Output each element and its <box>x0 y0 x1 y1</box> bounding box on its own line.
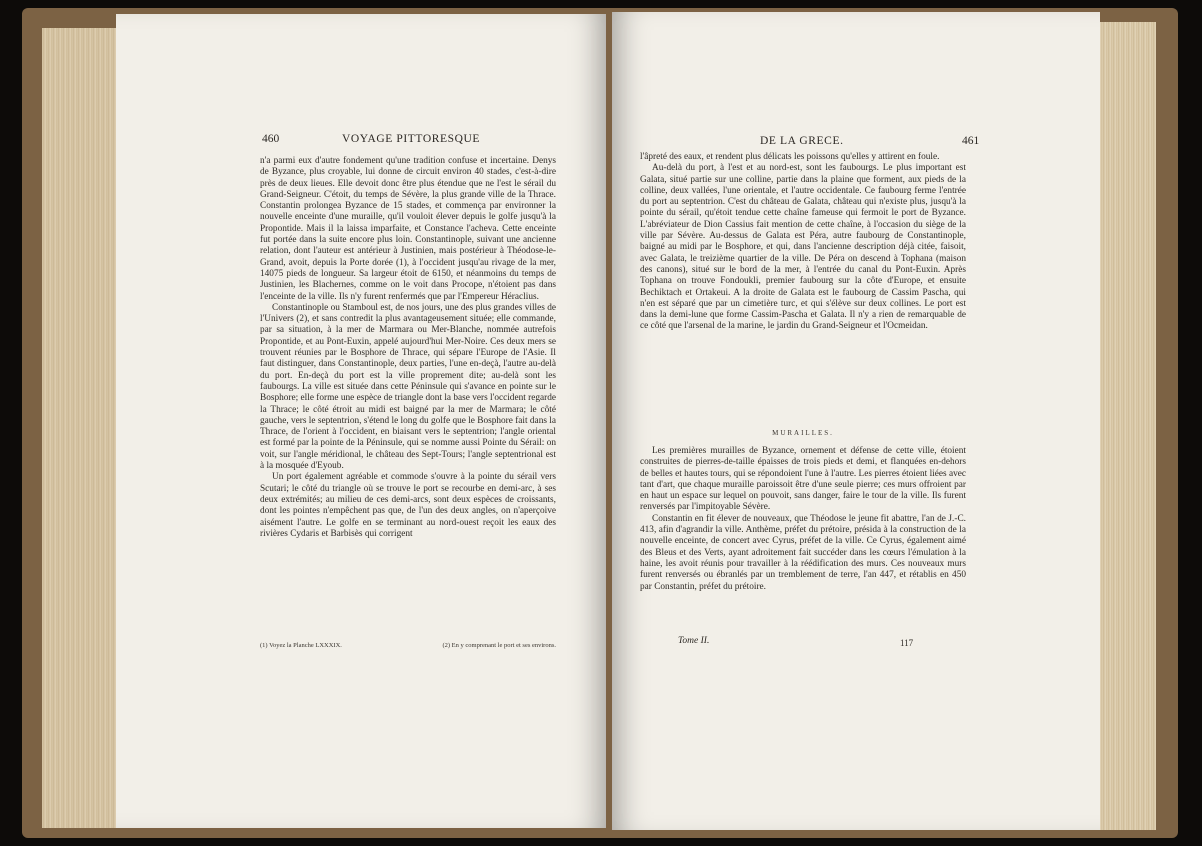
left-footnotes <box>260 642 556 649</box>
right-page <box>612 12 1100 830</box>
volume-signature: Tome II. <box>678 636 710 646</box>
left-text <box>260 156 556 540</box>
left-running-head: VOYAGE PITTORESQUE <box>342 133 481 145</box>
page-edges-right <box>1092 22 1156 830</box>
page-edges-left <box>42 28 120 828</box>
section-title-murailles: MURAILLES. <box>772 429 834 437</box>
right-text-top <box>640 152 966 333</box>
right-paragraph: Constantin en fit élever de nouveaux, que Théodose le jeune fit abattre, l'an de J.-C. 413, afin d'agrandir la ville. Anthème, préfet du prétoire, présida à la construction de la nouvelle enceinte, de concert avec Cyrus, préfet de la ville. Ce Cyrus, également aimé des Bleus et des Verts, ayant adroitement fait succéder dans les cœurs l'émulation à la haine, les avoit réunis pour travailler à la réédification des murs. Ces nouveaux murs furent renversés ou ébranlés par un tremblement de terre, l'an 447, et rétablis en 450 par Constantin, préfet du prétoire. <box>640 513 966 592</box>
right-paragraph: Au-delà du port, à l'est et au nord-est, sont les faubourgs. Le plus important est Galata, situé partie sur une colline, partie dans la plaine que forment, aux pieds de la colline, deux vallées, l'une orientale, et l'autre occidentale. Ce faubourg ferme l'entrée du port au septentrion. C'est du château de Galata, château qui n'existe plus, jusqu'à la pointe du sérail, qu'étoit tendue cette chaîne fameuse qui fermoit le port de Byzance. L'abréviateur de Dion Cassius fait mention de cette chaîne, à l'occasion du siège de la ville par Sévère. Au-dessus de Galata est Péra, autre faubourg de Constantinople, baigné au midi par le Bosphore, et qui, dans l'ancienne description déjà citée, faisoit, avec Galata, le treizième quartier de la ville. De Péra on descend à Tophana (maison des canons), situé sur le bord de la mer, à l'entrée du canal du Pont-Euxin. Après Tophana on trouve Fondoukli, premier faubourg sur la côte d'Europe, et ensuite Bechiktach et Ortakeui. A la droite de Galata est le faubourg de Cassim Pascha, qui n'en est séparé que par un cimetière turc, et qui s'élève sur deux collines. Le port est dans la demi-lune que forme Cassim-Pascha et Galata. Il n'y a rien de remarquable de ce côté que l'arsenal de la marine, le jardin du Grand-Seigneur et l'Ocmeidan. <box>640 163 966 332</box>
left-page-number: 460 <box>262 133 280 145</box>
left-paragraph: Constantinople ou Stamboul est, de nos jours, une des plus grandes villes de l'Univers (2), et sans contredit la plus avantageusement située; elle commande, par sa situation, à la mer de Marmara ou Mer-Blanche, nommée autrefois Propontide, et au Pont-Euxin, appelé aujourd'hui Mer-Noire. Ces deux mers se trouvent réunies par le Bosphore de Thrace, qui sépare l'Europe de l'Asie. Il faut distinguer, dans Constantinople, deux parties, l'une en-deçà, l'autre au-delà du port. En-deçà du port est la ville proprement dite; au-delà sont les faubourgs. La ville est située dans cette Péninsule qui s'avance en pointe sur le Bosphore; elle forme une espèce de triangle dont la base vers l'occident regarde la Thrace; le côté étroit au midi est baigné par la mer de Marmara; le côté gauche, vers le septentrion, s'étend le long du golfe que le Bosphore fait dans la Thrace, de l'orient à l'occident, en biaisant vers le septentrion; l'angle oriental est formé par la pointe de la Péninsule, qui se nomme aussi Pointe du Sérail: on voit, sur l'angle méridional, le château des Sept-Tours; l'angle septentrional est à la mosquée d'Eyoub. <box>260 302 556 472</box>
left-page <box>116 14 606 828</box>
right-page-number: 461 <box>962 135 980 147</box>
signature-number: 117 <box>900 638 914 648</box>
right-running-head: DE LA GRECE. <box>760 135 844 147</box>
left-paragraph: n'a parmi eux d'autre fondement qu'une tradition confuse et incertaine. Denys de Byzance, plus croyable, lui donne de circuit environ 40 stades, c'est-à-dire près de deux lieues. Elle devoit donc être plus étendue que ne l'est le sérail du Grand-Seigneur. C'étoit, du temps de Sévère, la plus grande ville de la Thrace. Constantin prolongea Byzance de 15 stades, et commença par environner la nouvelle enceinte d'une muraille, qu'il vouloit élever depuis le golfe jusqu'à la Propontide. Mais il la laissa imparfaite, et Constance l'acheva. Cette enceinte fut portée dans la suite encore plus loin. Constantinople, suivant une ancienne relation, dont l'auteur est antérieur à Justinien, mais postérieur à Théodose-le-Grand, avoit, depuis la Porte dorée (1), à l'occident jusqu'au rivage de la mer, 14075 pieds de longueur. Sa largeur étoit de 6150, et néanmoins du temps de Justinien, les Blachernes, comme on le voit dans Procope, n'étoient pas dans l'enceinte de la ville. Ils n'y furent renfermés que par l'Empereur Héraclius. <box>260 156 556 302</box>
footnote-2: (2) En y comprenant le port et ses environs. <box>442 642 556 649</box>
right-paragraph: Les premières murailles de Byzance, ornement et défense de cette ville, étoient construites de pierres-de-taille épaisses de trois pieds et demi, et flanquées en-dehors de belles et hautes tours, qui se répondoient l'une à l'autre. Les pierres étoient liées avec tant d'art, que chaque muraille paroissoit être d'une seule pierre; ces murs offroient par en haut un espace sur lequel on pouvoit, sans danger, faire le tour de la ville. Ils furent renversés par l'impitoyable Sévère. <box>640 446 966 513</box>
right-paragraph: l'âpreté des eaux, et rendent plus délicats les poissons qu'elles y attirent en foule. <box>640 152 940 162</box>
footnote-1: (1) Voyez la Planche LXXXIX. <box>260 642 342 649</box>
right-text-bottom <box>640 446 966 593</box>
left-paragraph: Un port également agréable et commode s'ouvre à la pointe du sérail vers Scutari; le côté du triangle où se trouve le port se recourbe en demi-arc, à ses deux extrémités; au milieu de ces demi-arcs, sont deux espèces de croissants, dont les pointes n'empêchent pas que, de l'un des deux angles, on n'aperçoive aisément l'autre. Le golfe en se terminant au nord-ouest reçoit les eaux des rivières Cydaris et Barbisès qui corrigent <box>260 472 556 539</box>
